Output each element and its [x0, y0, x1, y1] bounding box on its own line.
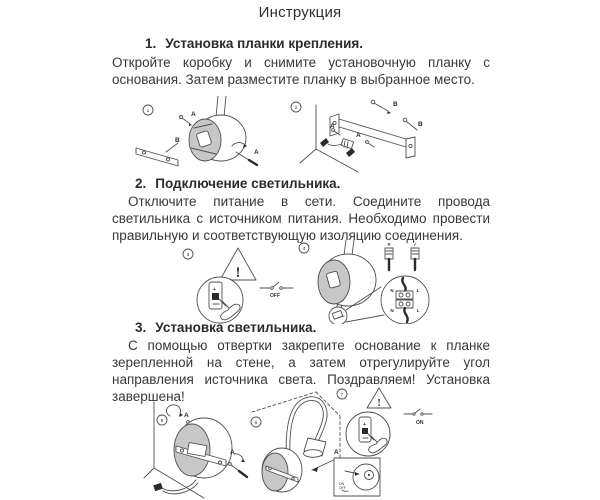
lamp-base — [318, 254, 376, 306]
terminal-n-top: N — [390, 288, 394, 293]
figure-6-callout — [251, 417, 261, 427]
wall-corner — [300, 105, 358, 172]
figure-1-label-b: B — [175, 137, 180, 144]
wrong-connection-icon — [385, 242, 393, 270]
warning-triangle-icon — [220, 248, 256, 281]
screwdriver-icon — [229, 454, 247, 477]
terminal-l-top: L — [416, 288, 420, 293]
step-2-number: 2. — [135, 176, 147, 191]
mounting-plate — [136, 148, 178, 166]
svg-text:5: 5 — [160, 419, 164, 424]
terminal-magnifier-circle — [381, 276, 429, 324]
step-3-number: 3. — [135, 320, 147, 335]
figure-1-remove-plate-illustration — [132, 96, 262, 174]
figure-4-wiring-illustration — [296, 240, 438, 324]
svg-text:2: 2 — [294, 106, 298, 111]
step-3-heading — [112, 320, 513, 335]
step-2-title: Подключение светильника. — [155, 176, 341, 191]
figure-1-callout — [143, 105, 153, 115]
figure-2-callout — [291, 102, 301, 112]
open-circuit-icon — [260, 282, 293, 289]
figure-4-callout — [299, 243, 309, 253]
lamp-base — [174, 418, 232, 478]
figure-5-label-a-right: A — [230, 449, 235, 456]
screw-b-top-icon — [371, 100, 391, 114]
step-1-heading — [112, 36, 523, 51]
screw-b-side-icon — [403, 118, 417, 130]
step-2-body: Отключите питание в сети. Соедините провода светильника с источником питания. Необходимо провести правильную и соответствующую изоляцию соединения. — [112, 194, 490, 243]
step-2-heading — [112, 176, 513, 191]
lamp-base — [262, 448, 302, 492]
mounting-bar — [330, 114, 415, 158]
terminal-l-bottom: L — [416, 308, 420, 313]
figure-2-label-b-top: B — [393, 101, 398, 108]
page-title: Инструкция — [258, 4, 342, 21]
wire-connector-icon — [328, 139, 354, 149]
step-3-title: Установка светильника. — [155, 320, 317, 335]
svg-text:4: 4 — [302, 247, 306, 252]
svg-text:✕: ✕ — [387, 242, 391, 247]
figure-3-power-off-illustration — [176, 244, 296, 324]
plus-mark: + — [213, 287, 216, 293]
step-1-number: 1. — [145, 36, 157, 51]
adjust-knob-panel — [334, 458, 380, 496]
knob-off-label: OFF — [339, 486, 346, 490]
figure-2-label-a-screw: A — [330, 123, 335, 130]
figure-5-label-a-left: A — [184, 412, 189, 419]
figure-2-label-b-side: B — [418, 121, 423, 128]
switch-detail-circle — [346, 412, 390, 456]
figure-3-callout — [183, 249, 193, 259]
step-3-body: С помощью отвертки закрепите основание к планке зерепленной на стене, а затем отрегулируйте угол направления источника света. Поздравляем! Установка завершена! — [112, 338, 490, 404]
terminal-n-bottom: N — [390, 308, 394, 313]
plus-mark: + — [363, 422, 366, 428]
rotate-arrow-icon — [166, 405, 183, 417]
figure-1-label-a-top: A — [191, 111, 196, 118]
figure-7-callout — [337, 389, 347, 399]
figure-5-attach-base-illustration — [140, 390, 252, 500]
lamp-pole — [216, 96, 226, 117]
figure-3-off-label: OFF — [270, 293, 280, 299]
svg-text:1: 1 — [146, 109, 150, 114]
knob-on-label: ON — [339, 482, 345, 486]
warning-triangle-icon — [367, 388, 391, 409]
figure-2-label-a-mid: A — [356, 132, 361, 139]
figure-7-power-on-illustration — [332, 386, 460, 498]
power-cable — [153, 480, 198, 494]
svg-text:!: ! — [377, 398, 381, 409]
svg-text:3: 3 — [186, 253, 190, 258]
figure-6-label-a: A — [334, 449, 339, 456]
lamp-pole — [344, 240, 354, 255]
figure-7-on-label: ON — [416, 420, 424, 426]
svg-text:6: 6 — [254, 421, 258, 426]
figure-1-label-a-tool: A — [254, 149, 259, 156]
svg-text:✓: ✓ — [413, 242, 417, 247]
closed-circuit-icon — [404, 409, 432, 415]
step-1-body: Откройте коробку и снимите установочную планку с основания. Затем разместите планку в выбранное место. — [112, 55, 490, 87]
lamp-head — [304, 438, 327, 457]
figure-5-callout — [157, 415, 167, 425]
step-1-title: Установка планки крепления. — [165, 36, 364, 51]
svg-text:!: ! — [235, 265, 241, 281]
svg-text:7: 7 — [340, 393, 344, 398]
switch-detail-circle — [197, 277, 243, 323]
lamp-base — [189, 115, 246, 161]
figure-2-fix-plate-illustration — [286, 97, 426, 173]
correct-connection-icon — [411, 242, 419, 270]
